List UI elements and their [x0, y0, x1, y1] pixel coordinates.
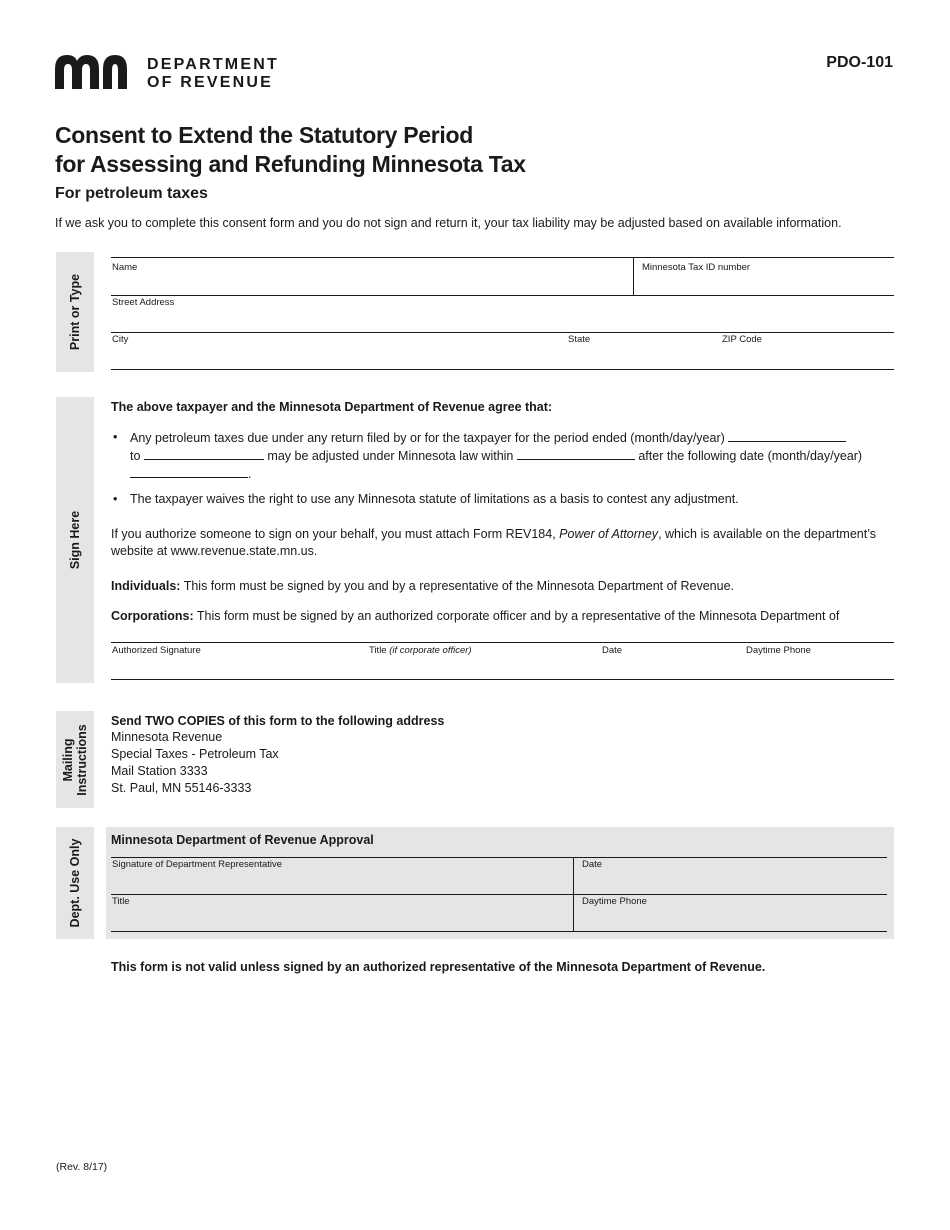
bullet-marker: •	[113, 492, 118, 506]
corporations-label: Corporations:	[111, 609, 194, 623]
extension-period-blank[interactable]	[517, 447, 635, 460]
divider	[111, 257, 894, 258]
divider	[111, 332, 894, 333]
divider	[111, 679, 894, 680]
city-field[interactable]	[111, 345, 561, 368]
street-address-label: Street Address	[112, 297, 175, 308]
divider	[111, 642, 894, 643]
bullet-item-period	[130, 429, 900, 483]
divider	[111, 369, 894, 370]
bullet-text: to	[130, 449, 141, 463]
dept-phone-label: Daytime Phone	[582, 896, 647, 907]
state-field[interactable]	[566, 345, 716, 368]
title-label-text: Title	[369, 645, 390, 656]
poa-text: If you authorize someone to sign on your behalf, you must attach Form REV184,	[111, 527, 560, 541]
period-ended-blank[interactable]	[728, 429, 846, 442]
title-label-note: (if corporate officer)	[389, 645, 472, 656]
dept-title-label: Title	[112, 896, 130, 907]
intro-text: If we ask you to complete this consent form and you do not sign and return it, your tax liability may be adjusted based on available information.	[55, 216, 842, 230]
tab-label: Dept. Use Only	[68, 838, 82, 928]
title-label	[369, 645, 472, 656]
bullet-text: .	[248, 467, 252, 481]
address-line: St. Paul, MN 55146-3333	[111, 781, 252, 795]
logo-wordmark	[147, 56, 279, 92]
zip-field[interactable]	[720, 345, 892, 368]
signature-date-field[interactable]	[600, 656, 740, 678]
mn-logo-icon	[55, 55, 135, 89]
form-title	[55, 121, 526, 179]
authorized-signature-label: Authorized Signature	[112, 645, 201, 656]
dept-phone-field[interactable]	[578, 907, 884, 929]
title-line-2: for Assessing and Refunding Minnesota Tax	[55, 151, 526, 177]
divider	[111, 931, 887, 932]
signer-title-field[interactable]	[367, 656, 595, 678]
daytime-phone-label: Daytime Phone	[746, 645, 811, 656]
address-line: Minnesota Revenue	[111, 730, 223, 744]
address-line: Mail Station 3333	[111, 764, 208, 778]
tab-mailing-instructions	[56, 711, 94, 808]
title-line-1: Consent to Extend the Statutory Period	[55, 122, 473, 148]
divider	[111, 894, 887, 895]
divider	[111, 295, 894, 296]
street-address-field[interactable]	[111, 308, 894, 331]
power-of-attorney-note	[111, 526, 901, 560]
bullet-item-waiver: The taxpayer waives the right to use any Minnesota statute of limitations as a basis to contest any adjustment.	[130, 492, 739, 506]
validity-note: This form is not valid unless signed by an authorized representative of the Minnesota Department of Revenue.	[111, 960, 766, 974]
tab-label-line: Mailing	[61, 737, 75, 782]
divider	[111, 857, 887, 858]
tax-id-field[interactable]	[640, 272, 892, 294]
revision-date: (Rev. 8/17)	[56, 1161, 108, 1173]
poa-form-name: Power of Attorney	[559, 527, 659, 541]
tab-dept-use-only	[56, 827, 94, 939]
bullet-text: after the following date (month/day/year)	[638, 449, 863, 463]
individuals-note	[111, 578, 734, 595]
rep-signature-label: Signature of Department Representative	[112, 859, 283, 870]
name-field[interactable]	[111, 272, 631, 294]
tax-id-label: Minnesota Tax ID number	[642, 262, 751, 273]
individuals-label: Individuals:	[111, 579, 181, 593]
date-label: Date	[602, 645, 623, 656]
form-id: PDO-101	[826, 54, 893, 71]
bullet-text: Any petroleum taxes due under any return filed by or for the taxpayer for the period ended (month/day/year)	[130, 431, 725, 445]
divider	[633, 257, 634, 295]
individuals-text: This form must be signed by you and by a representative of the Minnesota Department of Revenue.	[180, 579, 734, 593]
dept-date-label: Date	[582, 859, 603, 870]
tab-label-line: Instructions	[75, 723, 89, 796]
logo-line-1: DEPARTMENT	[147, 56, 279, 73]
tab-label	[61, 724, 89, 796]
state-label: State	[568, 334, 591, 345]
mailing-heading: Send TWO COPIES of this form to the following address	[111, 714, 445, 728]
zip-label: ZIP Code	[722, 334, 762, 345]
form-subtitle: For petroleum taxes	[55, 185, 208, 202]
corporations-note	[111, 608, 839, 625]
dept-title-field[interactable]	[111, 907, 569, 929]
authorized-signature-field[interactable]	[111, 656, 361, 678]
agreement-heading: The above taxpayer and the Minnesota Department of Revenue agree that:	[111, 400, 553, 414]
mailing-address	[111, 729, 279, 797]
address-line: Special Taxes - Petroleum Tax	[111, 747, 279, 761]
tab-label: Print or Type	[68, 273, 82, 351]
rep-signature-field[interactable]	[111, 870, 569, 892]
department-logo	[55, 55, 295, 91]
poa-text: , which is available on the department’s website at www.revenue.state.mn.us.	[111, 527, 877, 558]
tab-print-or-type	[56, 252, 94, 372]
bullet-marker: •	[113, 430, 118, 444]
bullet-text: may be adjusted under Minnesota law within	[267, 449, 514, 463]
dept-approval-heading: Minnesota Department of Revenue Approval	[111, 833, 374, 847]
period-to-blank[interactable]	[144, 447, 264, 460]
tab-label: Sign Here	[68, 510, 82, 570]
tab-sign-here	[56, 397, 94, 683]
daytime-phone-field[interactable]	[744, 656, 892, 678]
logo-line-2: OF REVENUE	[147, 74, 274, 91]
name-label: Name	[112, 262, 138, 273]
corporations-text: This form must be signed by an authorized corporate officer and by a representative of the Minnesota Department of	[193, 609, 840, 623]
following-date-blank[interactable]	[130, 465, 248, 478]
dept-date-field[interactable]	[578, 870, 884, 892]
city-label: City	[112, 334, 129, 345]
